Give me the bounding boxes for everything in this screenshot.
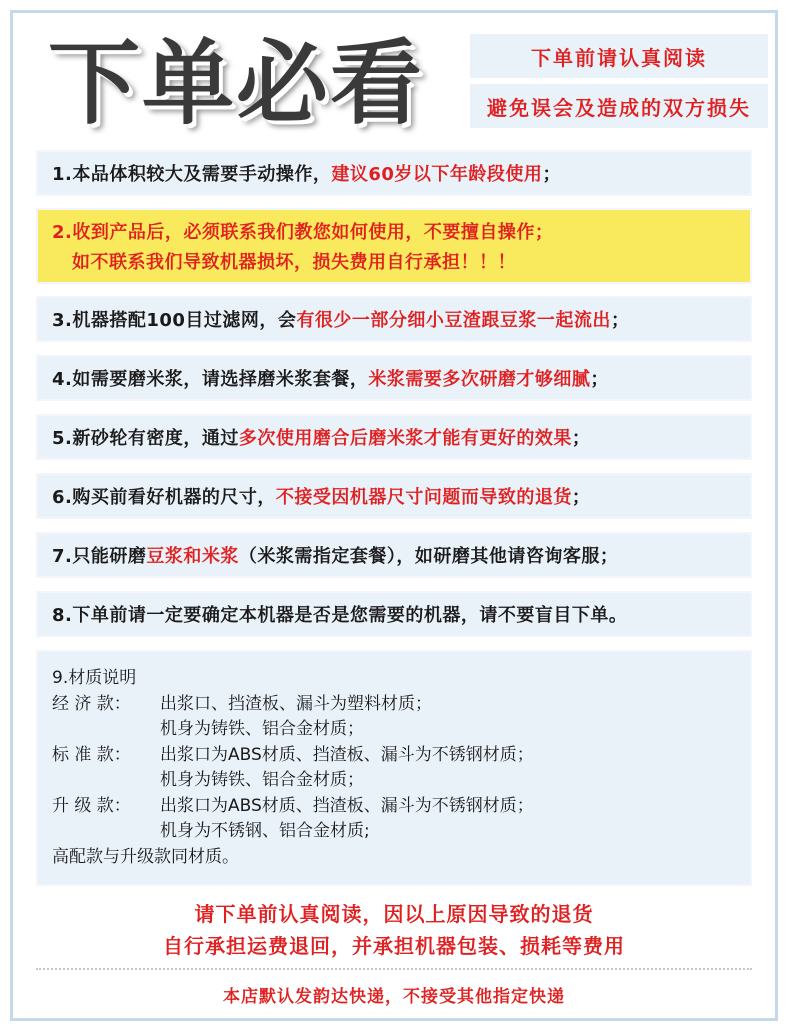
- rule-text: 1.本品体积较大及需要手动操作，: [52, 164, 332, 185]
- economy-row: [52, 692, 750, 718]
- rule-tail: ；: [590, 369, 609, 390]
- standard-parts: 出浆口为ABS材质、挡渣板、漏斗为不锈钢材质；: [160, 744, 534, 765]
- standard-row: [52, 743, 750, 769]
- upgrade-body: 机身为不锈钢、铝合金材质;: [160, 821, 370, 841]
- rule-8: [36, 591, 752, 637]
- shipping-notice: 本店默认发韵达快递，不接受其他指定快递: [223, 987, 565, 1007]
- page-title: 下单必看: [48, 30, 425, 137]
- economy-label: 经 济 款：: [52, 693, 131, 714]
- rule-tail: ；: [571, 487, 591, 508]
- standard-label: 标 准 款：: [52, 744, 131, 765]
- divider: [36, 968, 752, 970]
- rule-text: 7.只能研磨: [52, 546, 147, 567]
- read-carefully-tag: 下单前请认真阅读: [470, 34, 768, 78]
- economy-parts: 出浆口、挡渣板、漏斗为塑料材质；: [160, 693, 432, 714]
- warning-line-1: 2.收到产品后，必须联系我们教您如何使用，不要擅自操作；: [52, 222, 554, 243]
- upgrade-parts: 出浆口为ABS材质、挡渣板、漏斗为不锈钢材质；: [160, 795, 534, 816]
- upgrade-row: [52, 794, 750, 820]
- rule-3: [36, 296, 752, 342]
- rule-highlight: 多次使用磨合后磨米浆才能有更好的效果: [238, 428, 572, 449]
- rule-tail: ；: [542, 164, 561, 185]
- rule-highlight: 米浆需要多次研磨才够细腻: [368, 369, 591, 390]
- rule-7: [36, 532, 752, 578]
- rule-text: 8.下单前请一定要确定本机器是否是您需要的机器，请不要盲目下单。: [52, 605, 628, 626]
- rule-text: 4.如需要磨米浆，请选择磨米浆套餐，: [52, 369, 369, 390]
- rule-highlight: 有很少一部分细小豆渣跟豆浆一起流出: [296, 310, 611, 331]
- upgrade-label: 升 级 款：: [52, 795, 131, 816]
- avoid-loss-tag: 避免误会及造成的双方损失: [470, 84, 768, 128]
- rule-text: 5.新砂轮有密度，通过: [52, 428, 239, 449]
- rule-5: [36, 414, 752, 460]
- economy-body: 机身为铸铁、铝合金材质；: [160, 719, 364, 739]
- premium-note: 高配款与升级款同材质。: [52, 846, 239, 867]
- rule-1: [36, 150, 752, 196]
- rule-4: [36, 355, 752, 401]
- materials-heading: 9.材质说明: [52, 668, 137, 688]
- rule-6: [36, 473, 752, 519]
- rule-text: 3.机器搭配100目过滤网，会: [52, 310, 297, 331]
- notice-sheet: [22, 20, 768, 1014]
- warning-line-2: 如不联系我们导致机器损坏，损失费用自行承担！！！: [72, 252, 516, 273]
- rule-text: 6.购买前看好机器的尺寸，: [52, 487, 276, 508]
- rule-highlight: 建议60岁以下年龄段使用: [331, 164, 543, 185]
- materials-section: [36, 650, 752, 886]
- rule-highlight: 豆浆和米浆: [146, 546, 239, 567]
- rule-tail: （米浆需指定套餐），如研磨其他请咨询客服；: [238, 546, 619, 567]
- rule-tail: ；: [571, 428, 591, 449]
- standard-body: 机身为铸铁、铝合金材质；: [160, 770, 364, 790]
- rule-highlight: 不接受因机器尺寸问题而导致的退货: [275, 487, 572, 508]
- return-notice-line-2: 自行承担运费退回，并承担机器包装、损耗等费用: [163, 934, 625, 958]
- rule-2-warning: [36, 208, 752, 284]
- return-notice-line-1: 请下单前认真阅读，因以上原因导致的退货: [194, 902, 594, 926]
- rule-tail: ；: [610, 310, 630, 331]
